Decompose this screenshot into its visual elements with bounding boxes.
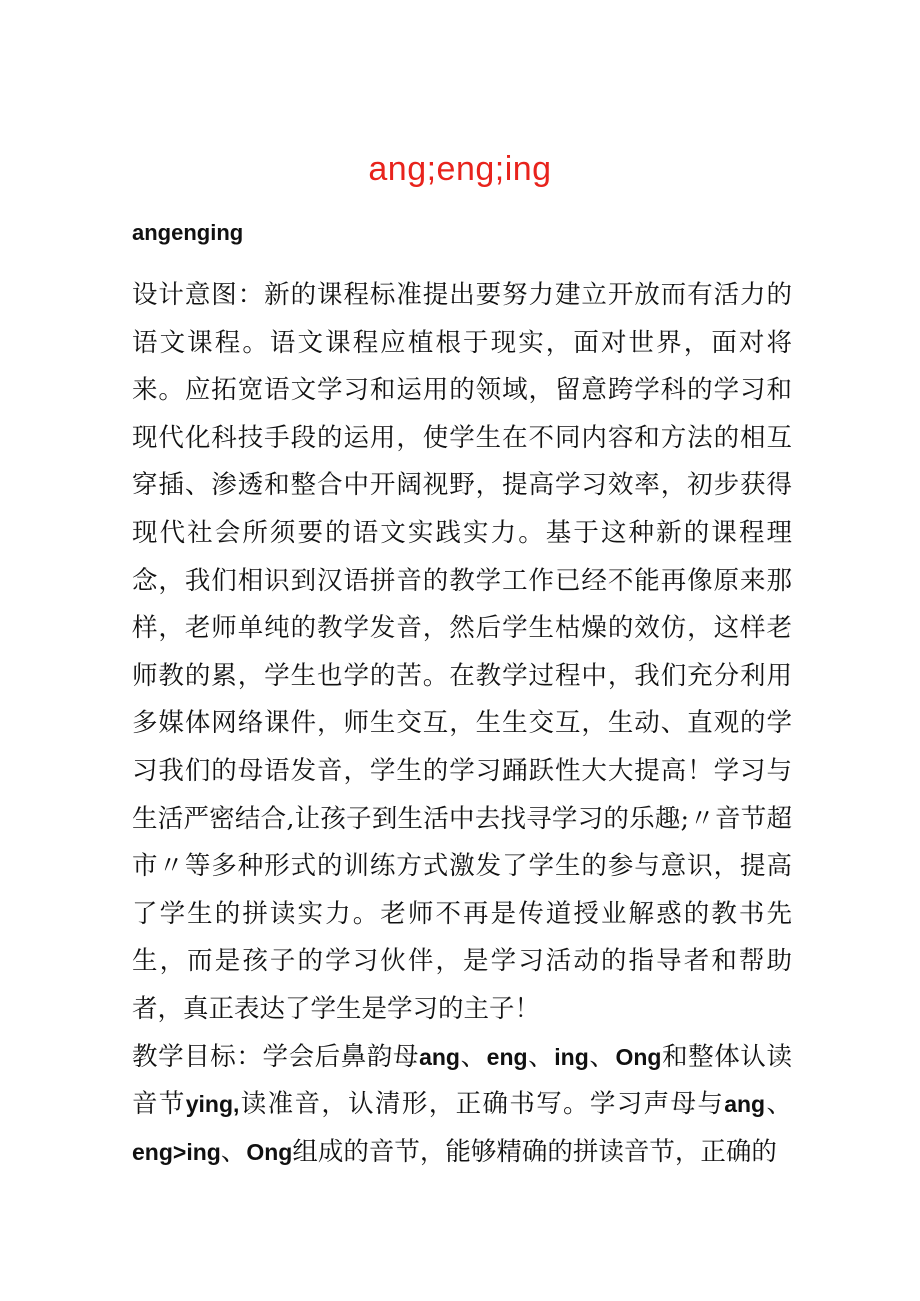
goals-text: 、 — [527, 1041, 555, 1072]
pinyin-term: ang — [419, 1043, 460, 1070]
goals-text: 、 — [588, 1041, 616, 1072]
pinyin-term: eng — [486, 1043, 528, 1070]
document-title: ang;eng;ing — [368, 150, 552, 188]
teaching-goals-paragraph — [132, 1034, 792, 1177]
pinyin-term: ying, — [185, 1091, 240, 1118]
goals-text: 和整体认读音节 — [132, 1041, 792, 1120]
pinyin-term: Ong — [615, 1043, 662, 1070]
goals-text: 教学目标：学会后鼻韵母 — [132, 1041, 420, 1072]
document-subtitle: angenging — [132, 220, 244, 245]
pinyin-term: ang — [724, 1091, 766, 1118]
pinyin-term: eng>ing — [132, 1138, 221, 1165]
pinyin-term: ing — [554, 1043, 589, 1070]
goals-text: 读准音，认清形，正确书写。学习声母与 — [239, 1089, 725, 1120]
design-intent-paragraph: 设计意图：新的课程标准提出要努力建立开放而有活力的语文课程。语文课程应植根于现实，面对世界，面对将来。应拓宽语文学习和运用的领域，留意跨学科的学习和现代化科技手段的运用，使学生在不同内容和方法的相互穿插、渗透和整合中开阔视野，提高学习效率，初步获得现代社会所须要的语文实践实力。基于这种新的课程理念，我们相识到汉语拼音的教学工作已经不能再像原来那样，老师单纯的教学发音，然后学生枯燥的效仿，这样老师教的累，学生也学的苦。在教学过程中，我们充分利用多媒体网络课件，师生交互，生生交互，生动、直观的学习我们的母语发音，学生的学习踊跃性大大提高！学习与生活严密结合,让孩子到生活中去找寻学习的乐趣;〃音节超市〃等多种形式的训练方式激发了学生的参与意识，提高了学生的拼读实力。老师不再是传道授业解惑的教书先生，而是孩子的学习伙伴，是学习活动的指导者和帮助者，真正表达了学生是学习的主子！ — [132, 280, 792, 1024]
goals-text: 、 — [459, 1041, 487, 1072]
document-body — [132, 272, 792, 1176]
pinyin-term: Ong — [246, 1138, 293, 1165]
goals-text: 组成的音节，能够精确的拼读音节，正确的 — [292, 1136, 777, 1167]
goals-text: 、 — [765, 1089, 792, 1120]
goals-text: 、 — [220, 1136, 247, 1167]
